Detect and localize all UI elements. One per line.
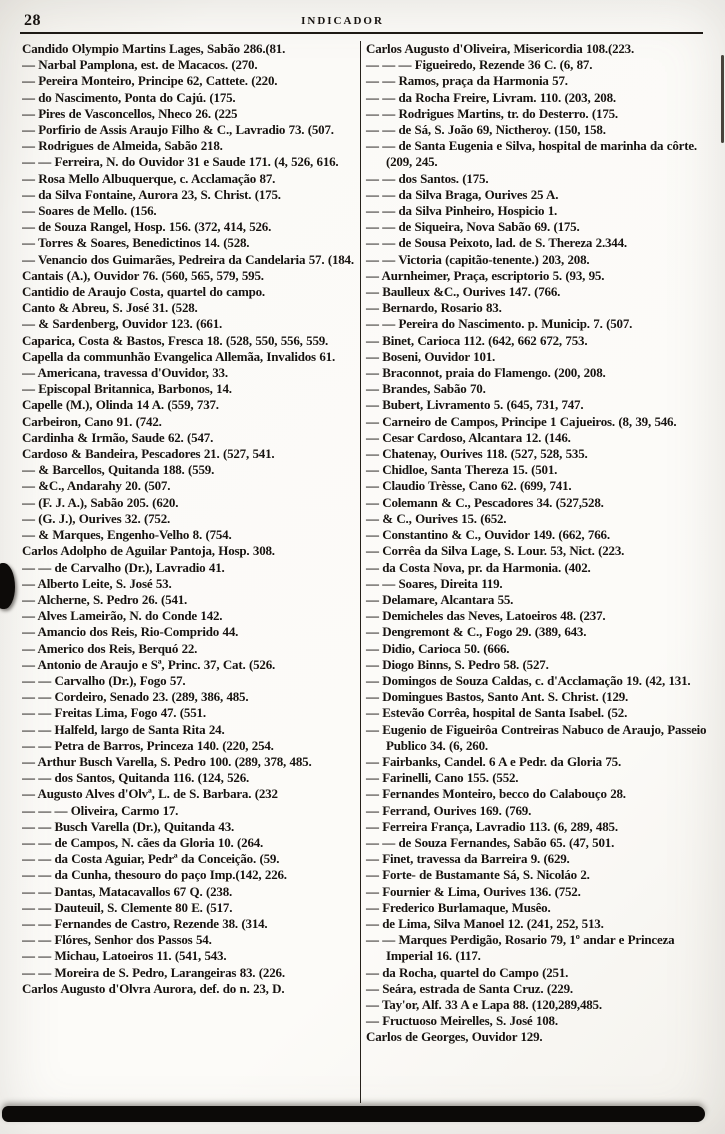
directory-entry: — Eugenio de Figueirôa Contreiras Nabuco de Araujo, Passeio Publico 34. (6, 260.	[366, 721, 707, 753]
directory-entry: — Episcopal Britannica, Barbonos, 14.	[22, 381, 232, 397]
directory-entry: — Constantino & C., Ouvidor 149. (662, 766.	[366, 527, 610, 543]
directory-entry: — Delamare, Alcantara 55.	[366, 591, 514, 607]
directory-entry: — Didio, Carioca 50. (666.	[366, 640, 510, 656]
directory-entry: — Rosa Mello Albuquerque, c. Acclamação 87.	[22, 170, 276, 186]
directory-entry: Cantais (A.), Ouvidor 76. (560, 565, 579, 595.	[22, 267, 264, 283]
directory-entry: — Claudio Trèsse, Cano 62. (699, 741.	[366, 478, 572, 494]
directory-entry: — — de Sousa Peixoto, lad. de S. Thereza 2.344.	[366, 235, 627, 251]
directory-entry: — — Rodrigues Martins, tr. do Desterro. (175.	[366, 105, 618, 121]
directory-entry: Candido Olympio Martins Lages, Sabão 286.(81.	[22, 41, 286, 56]
directory-entry: Carlos Augusto d'Oliveira, Misericordia 108.(223.	[366, 41, 635, 56]
directory-entry: — Farinelli, Cano 155. (552.	[366, 770, 519, 786]
directory-entry: — Rodrigues de Almeida, Sabão 218.	[22, 138, 223, 154]
directory-entry: — — da Cunha, thesouro do paço Imp.(142, 226.	[22, 867, 287, 883]
page-title: INDICADOR	[301, 15, 384, 27]
directory-entry: — de Lima, Silva Manoel 12. (241, 252, 513.	[366, 915, 604, 931]
directory-entry: — Pires de Vasconcellos, Nheco 26. (225	[22, 105, 238, 121]
directory-entry: — da Silva Fontaine, Aurora 23, S. Christ. (175.	[22, 186, 281, 202]
directory-entry: — — Freitas Lima, Fogo 47. (551.	[22, 705, 206, 721]
directory-entry: Carbeiron, Cano 91. (742.	[22, 413, 162, 429]
directory-entry: — & Sardenberg, Ouvidor 123. (661.	[22, 316, 223, 332]
directory-entry: — — dos Santos, Quitanda 116. (124, 526.	[22, 770, 250, 786]
directory-entry: — Corrêa da Silva Lage, S. Lour. 53, Nict. (223.	[366, 543, 625, 559]
directory-entry: — Alves Lameirão, N. do Conde 142.	[22, 608, 223, 624]
directory-entry: — Brandes, Sabão 70.	[366, 381, 486, 397]
directory-entry: — Ferreira França, Lavradio 113. (6, 289, 485.	[366, 818, 618, 834]
directory-entry: — Fournier & Lima, Ourives 136. (752.	[366, 883, 581, 899]
directory-entry: — Soares de Mello. (156.	[22, 203, 157, 219]
scan-bottom-bar-artifact	[2, 1106, 705, 1122]
directory-entry: — Bernardo, Rosario 83.	[366, 300, 502, 316]
directory-entry: — — Pereira do Nascimento. p. Municip. 7. (507.	[366, 316, 633, 332]
directory-entry: — Torres & Soares, Benedictinos 14. (528.	[22, 235, 250, 251]
directory-columns	[22, 41, 715, 1103]
directory-entry: — & Barcellos, Quitanda 188. (559.	[22, 462, 215, 478]
directory-entry: — (G. J.), Ourives 32. (752.	[22, 510, 171, 526]
page-number: 28	[24, 12, 41, 29]
directory-entry: — Domingues Bastos, Santo Ant. S. Christ. (129.	[366, 689, 629, 705]
directory-entry: — Forte- de Bustamante Sá, S. Nicoláo 2.	[366, 867, 590, 883]
directory-entry: — — de Campos, N. cães da Gloria 10. (264.	[22, 834, 264, 850]
directory-entry: Cantidio de Araujo Costa, quartel do campo.	[22, 284, 265, 300]
directory-entry: — Pereira Monteiro, Principe 62, Cattete. (220.	[22, 73, 278, 89]
directory-entry: — — da Silva Pinheiro, Hospicio 1.	[366, 203, 558, 219]
directory-entry: Caparica, Costa & Bastos, Fresca 18. (528, 550, 556, 559.	[22, 332, 329, 348]
directory-entry: Capella da communhão Evangelica Allemãa, Invalidos 61.	[22, 348, 336, 364]
directory-entry: — — de Sá, S. João 69, Nictheroy. (150, 158.	[366, 122, 606, 138]
ink-blot-artifact	[0, 563, 15, 609]
directory-entry: Carlos Augusto d'Olvra Aurora, def. do n. 23, D.	[22, 980, 285, 996]
directory-entry: — — Michau, Latoeiros 11. (541, 543.	[22, 948, 227, 964]
directory-entry: — & Marques, Engenho-Velho 8. (754.	[22, 527, 232, 543]
directory-entry: — Diogo Binns, S. Pedro 58. (527.	[366, 656, 549, 672]
directory-entry: — (F. J. A.), Sabão 205. (620.	[22, 494, 179, 510]
directory-entry: — Amancio dos Reis, Rio-Comprido 44.	[22, 624, 239, 640]
directory-entry: — — Dantas, Matacavallos 67 Q. (238.	[22, 883, 233, 899]
directory-entry: — — de Souza Fernandes, Sabão 65. (47, 501.	[366, 834, 615, 850]
directory-entry: — Alberto Leite, S. José 53.	[22, 575, 172, 591]
directory-entry: Cardoso & Bandeira, Pescadores 21. (527, 541.	[22, 446, 275, 462]
directory-entry: — Demicheles das Neves, Latoeiros 48. (237.	[366, 608, 606, 624]
directory-entry: — — Soares, Direita 119.	[366, 575, 503, 591]
directory-entry: — — — Oliveira, Carmo 17.	[22, 802, 179, 818]
directory-entry: — Augusto Alves d'Olvª, L. de S. Barbara. (232	[22, 786, 278, 802]
directory-entry: — — da Silva Braga, Ourives 25 A.	[366, 186, 559, 202]
directory-entry: — — Fernandes de Castro, Rezende 38. (314.	[22, 915, 268, 931]
directory-entry: — & C., Ourives 15. (652.	[366, 510, 507, 526]
directory-entry: — Bubert, Livramento 5. (645, 731, 747.	[366, 397, 584, 413]
directory-entry: — de Souza Rangel, Hosp. 156. (372, 414, 526.	[22, 219, 272, 235]
directory-entry: — da Rocha, quartel do Campo (251.	[366, 964, 569, 980]
directory-entry: — — Petra de Barros, Princeza 140. (220, 254.	[22, 737, 274, 753]
directory-entry: — — da Rocha Freire, Livram. 110. (203, 208.	[366, 89, 616, 105]
directory-entry: — Americana, travessa d'Ouvidor, 33.	[22, 365, 228, 381]
directory-entry: — Fernandes Monteiro, becco do Calabouço 28.	[366, 786, 626, 802]
directory-entry: Carlos de Georges, Ouvidor 129.	[366, 1029, 543, 1045]
directory-entry: — Colemann & C., Pescadores 34. (527,528.	[366, 494, 604, 510]
directory-entry: Carlos Adolpho de Aguilar Pantoja, Hosp. 308.	[22, 543, 275, 559]
directory-entry: Canto & Abreu, S. José 31. (528.	[22, 300, 198, 316]
directory-entry: — &C., Andarahy 20. (507.	[22, 478, 171, 494]
directory-entry: — Porfirio de Assis Araujo Filho & C., Lavradio 73. (507.	[22, 122, 334, 138]
directory-entry: — Finet, travessa da Barreira 9. (629.	[366, 851, 570, 867]
right-column	[361, 41, 715, 1103]
directory-entry: — — Ramos, praça da Harmonia 57.	[366, 73, 568, 89]
directory-entry: — da Costa Nova, pr. da Harmonia. (402.	[366, 559, 591, 575]
directory-entry: — — — Figueiredo, Rezende 36 C. (6, 87.	[366, 57, 593, 73]
directory-entry: — Dengremont & C., Fogo 29. (389, 643.	[366, 624, 587, 640]
directory-entry: — — Carvalho (Dr.), Fogo 57.	[22, 672, 186, 688]
directory-entry: — do Nascimento, Ponta do Cajú. (175.	[22, 89, 236, 105]
scan-edge-artifact	[721, 55, 724, 143]
directory-entry: — — Busch Varella (Dr.), Quitanda 43.	[22, 818, 235, 834]
directory-entry: — Chidloe, Santa Thereza 15. (501.	[366, 462, 558, 478]
directory-entry: — Fairbanks, Candel. 6 A e Pedr. da Gloria 75.	[366, 753, 622, 769]
page-header	[24, 10, 701, 30]
directory-entry: — Alcherne, S. Pedro 26. (541.	[22, 591, 188, 607]
directory-entry: — — de Santa Eugenia e Silva, hospital de marinha da côrte. (209, 245.	[366, 138, 697, 170]
directory-entry: — Arthur Busch Varella, S. Pedro 100. (289, 378, 485.	[22, 753, 312, 769]
directory-entry: — Antonio de Araujo e Sª, Princ. 37, Cat. (526.	[22, 656, 276, 672]
directory-entry: — Chatenay, Ourives 118. (527, 528, 535.	[366, 446, 588, 462]
header-rule	[20, 32, 703, 34]
directory-entry: — Estevão Corrêa, hospital de Santa Isabel. (52.	[366, 705, 628, 721]
directory-entry: — Cesar Cardoso, Alcantara 12. (146.	[366, 429, 571, 445]
directory-entry: Cardinha & Irmão, Saude 62. (547.	[22, 429, 214, 445]
directory-entry: — — Victoria (capitão-tenente.) 203, 208.	[366, 251, 590, 267]
directory-entry: — — da Costa Aguiar, Pedrª da Conceição. (59.	[22, 851, 280, 867]
directory-entry: — Americo dos Reis, Berquó 22.	[22, 640, 198, 656]
directory-entry: — Binet, Carioca 112. (642, 662 672, 753.	[366, 332, 588, 348]
directory-entry: — — Moreira de S. Pedro, Larangeiras 83. (226.	[22, 964, 285, 980]
directory-entry: — Carneiro de Campos, Principe 1 Cajueiros. (8, 39, 546.	[366, 413, 677, 429]
left-column	[22, 41, 360, 1103]
directory-entry: — Boseni, Ouvidor 101.	[366, 348, 496, 364]
directory-entry: — — de Siqueira, Nova Sabão 69. (175.	[366, 219, 580, 235]
directory-entry: — Aurnheimer, Praça, escriptorio 5. (93, 95.	[366, 267, 605, 283]
directory-entry: — Braconnot, praia do Flamengo. (200, 208.	[366, 365, 606, 381]
directory-entry: — — de Carvalho (Dr.), Lavradio 41.	[22, 559, 225, 575]
directory-entry: — — Flóres, Senhor dos Passos 54.	[22, 932, 212, 948]
directory-entry: — — Dauteuil, S. Clemente 80 E. (517.	[22, 899, 233, 915]
directory-entry: — — Marques Perdigão, Rosario 79, 1º andar e Princeza Imperial 16. (117.	[366, 932, 675, 964]
directory-entry: — Domingos de Souza Caldas, c. d'Acclamação 19. (42, 131.	[366, 672, 691, 688]
directory-entry: — — Ferreira, N. do Ouvidor 31 e Saude 171. (4, 526, 616.	[22, 154, 339, 170]
directory-entry: — — Halfeld, largo de Santa Rita 24.	[22, 721, 225, 737]
directory-entry: — Seára, estrada de Santa Cruz. (229.	[366, 980, 573, 996]
directory-entry: — Tay'or, Alf. 33 A e Lapa 88. (120,289,485.	[366, 996, 602, 1012]
directory-entry: — — dos Santos. (175.	[366, 170, 489, 186]
directory-entry: — Fructuoso Meirelles, S. José 108.	[366, 1013, 558, 1029]
directory-entry: — — Cordeiro, Senado 23. (289, 386, 485.	[22, 689, 249, 705]
directory-entry: Capelle (M.), Olinda 14 A. (559, 737.	[22, 397, 219, 413]
directory-entry: — Narbal Pamplona, est. de Macacos. (270.	[22, 57, 258, 73]
directory-entry: — Frederico Burlamaque, Musêo.	[366, 899, 551, 915]
directory-entry: — Venancio dos Guimarães, Pedreira da Candelaria 57. (184.	[22, 251, 354, 267]
directory-entry: — Ferrand, Ourives 169. (769.	[366, 802, 532, 818]
directory-entry: — Baulleux &C., Ourives 147. (766.	[366, 284, 561, 300]
